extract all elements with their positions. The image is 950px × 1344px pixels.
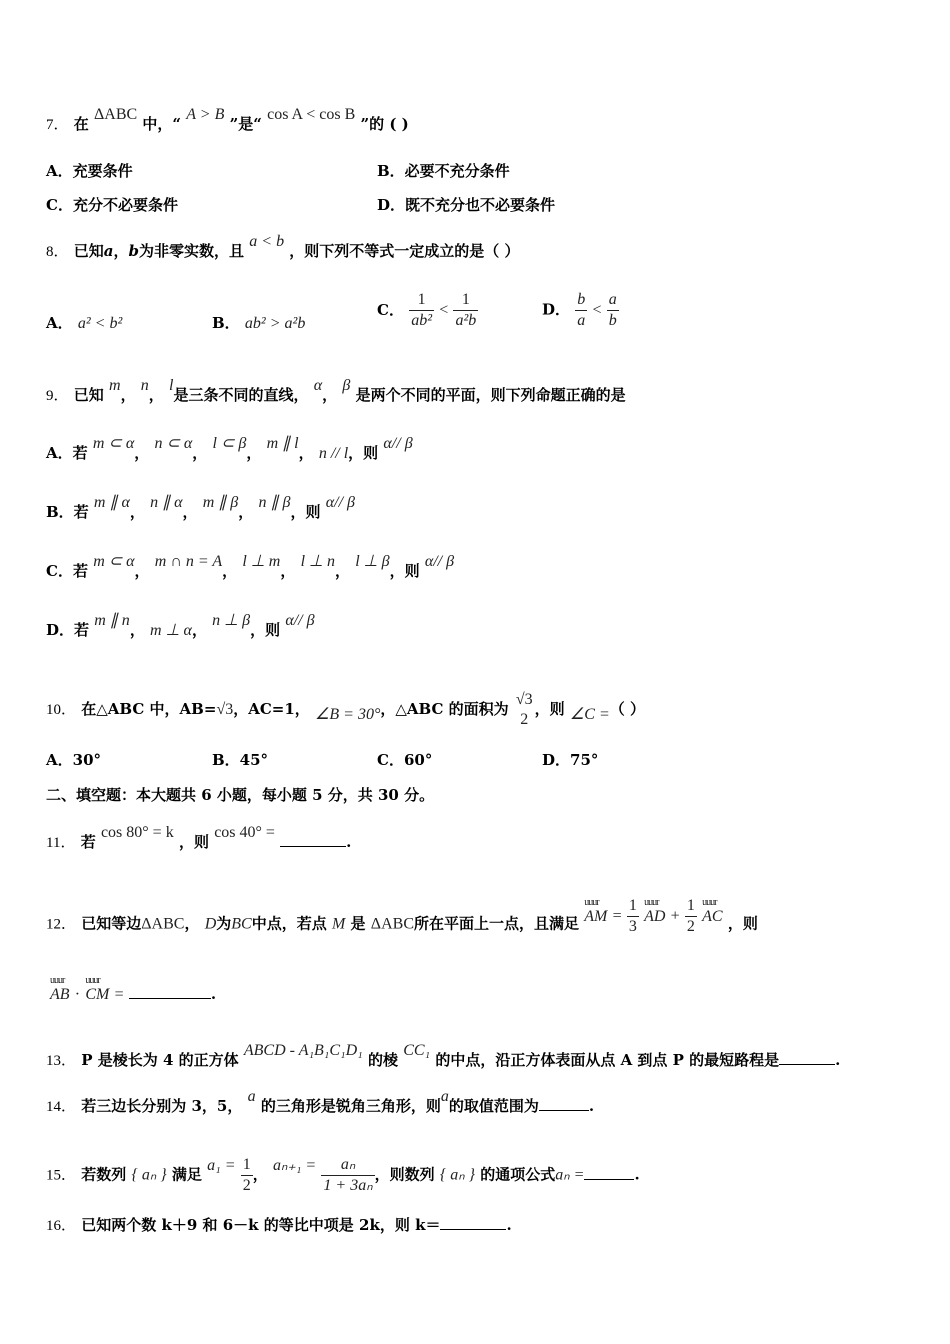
- q15-text: 的通项公式: [480, 1165, 556, 1184]
- option-label: B．: [212, 314, 240, 332]
- question-13: 13． P 是棱长为 4 的正方体 ABCD - A₁B₁C₁D₁ 的棱 CC₁ 的中点，沿正方体表面从点 A 到点 P 的最短路程是 .: [46, 1042, 841, 1069]
- q13-text: .: [835, 1051, 841, 1069]
- option-expr: l ⊥ m: [242, 553, 281, 570]
- var-m: m: [109, 377, 121, 394]
- q10-expr: ∠B = 30°: [315, 706, 381, 723]
- vector-ad: uuur AD: [644, 907, 665, 927]
- q14-text: .: [588, 1097, 595, 1115]
- var-a: a: [247, 1088, 256, 1105]
- answer-blank[interactable]: [129, 984, 211, 999]
- q10-text: ，则: [534, 700, 565, 718]
- question-number: 7: [46, 117, 54, 133]
- question-number: 14: [46, 1099, 61, 1115]
- vector-arrow: uuur: [85, 975, 100, 986]
- q11-expr: cos 80° = k: [100, 824, 174, 841]
- vector-arrow: uuur: [702, 896, 717, 908]
- q10-text: 在△ABC 中，AB=: [81, 700, 217, 718]
- question-9: 9． 已知 m， n， l是三条不同的直线， α， β 是两个不同的平面，则下列命题正确的是: [46, 377, 626, 404]
- question-10: 10． 在△ABC 中，AB=√3，AC=1， ∠B = 30°，△ABC 的面积为 √3 2 ，则 ∠C =（ ）: [46, 691, 645, 728]
- q15-text: 若数列: [81, 1165, 127, 1184]
- q11-text: ，则: [178, 833, 209, 851]
- question-number: 11: [46, 835, 61, 851]
- option-expr: α// β: [285, 612, 315, 629]
- option-expr: n ⊥ β: [212, 612, 251, 629]
- q8-text: 为非零实数，且: [139, 242, 245, 260]
- question-12-cont: uuur AB · uuur CM = .: [50, 984, 216, 1005]
- option-c: C．60°: [377, 751, 433, 769]
- option-label: A．: [46, 314, 73, 332]
- q14-text: 的取值范围为: [448, 1097, 539, 1115]
- fraction: $\frac{1}{\text{ab²}}$: [411, 291, 432, 329]
- q13-text: P 是棱长为 4 的正方体: [81, 1051, 239, 1069]
- q12-text: 为: [216, 914, 232, 933]
- q15-expr: aₙ =: [555, 1166, 585, 1184]
- question-number: 8: [46, 244, 54, 260]
- q13-text: 的中点，沿正方体表面从点 A 到点 P 的最短路程是: [435, 1051, 780, 1069]
- option-expr: l ⊥ β: [355, 553, 390, 570]
- q14-text: 若三边长分别为 3，5，: [81, 1097, 243, 1115]
- section-heading: 二、填空题：本大题共 6 小题，每小题 5 分，共 30 分。: [46, 786, 435, 804]
- option-expr: m ∥ α: [93, 494, 130, 511]
- q16-text: 已知两个数 k＋9 和 6－k 的等比中项是 2k，则 k＝: [81, 1216, 441, 1234]
- q7-condition: A > B: [186, 106, 225, 123]
- option-expr: m ∩ n = A: [154, 553, 223, 570]
- option-a: A．若 m ⊂ α， n ⊂ α， l ⊂ β， m ∥ l， n // l，则 α// β: [46, 435, 413, 462]
- q8-text: 已知: [73, 242, 104, 260]
- question-number: 15: [46, 1167, 61, 1184]
- option-a: A．充要条件: [46, 162, 133, 180]
- q12-text: 是: [350, 914, 366, 933]
- option-expr: m ∥ l: [266, 435, 299, 452]
- option-label: A．若: [46, 444, 88, 462]
- q12-expr: BC: [231, 915, 252, 933]
- option-label: B．若: [46, 503, 89, 521]
- question-14: 14． 若三边长分别为 3，5， a 的三角形是锐角三角形，则a的取值范围为 .: [46, 1088, 595, 1115]
- option-d: D． $\frac{b}{a}$ < $\frac{a}{b}$: [542, 291, 617, 329]
- option-a: A．30°: [46, 751, 102, 769]
- q15-text: ，则数列: [374, 1165, 435, 1184]
- option-label: C．若: [46, 562, 88, 580]
- vector-ab: uuur AB: [50, 985, 70, 1005]
- option-text: ，则: [389, 562, 420, 580]
- q7-triangle: ΔABC: [94, 106, 138, 123]
- vector-equation: uuur AM = $\frac{1}{3}$ uuur AD + $\frac{1}{2}$ uuur AC: [584, 896, 722, 937]
- q12-text: ，则: [727, 914, 758, 933]
- var-a: a: [440, 1088, 449, 1105]
- q13-text: 的棱: [367, 1051, 398, 1069]
- q15-text: .: [634, 1165, 640, 1184]
- q9-text: 已知: [73, 386, 104, 404]
- fraction: $\frac{1}{3}$: [628, 897, 637, 935]
- option-text: ，则: [348, 444, 379, 462]
- q7-text: 中，“: [142, 115, 182, 133]
- q15-expr: { aₙ }: [131, 1166, 167, 1184]
- q9-text: 是三条不同的直线，: [173, 386, 309, 404]
- vector-ac: uuur AC: [702, 907, 722, 927]
- q12-text: 所在平面上一点，且满足: [413, 914, 579, 933]
- var-beta: β: [342, 377, 351, 394]
- option-c: C．充分不必要条件: [46, 196, 178, 214]
- question-11: 11． 若 cos 80° = k ，则 cos 40° = .: [46, 824, 352, 851]
- q7-text: ”的 ( ): [360, 115, 409, 133]
- q12-text: ，: [184, 914, 200, 933]
- vector-am: uuur AM: [584, 907, 607, 927]
- option-label: D．若: [46, 621, 90, 639]
- q10-expr: √3: [216, 701, 234, 718]
- q11-expr: cos 40° =: [214, 824, 275, 841]
- var-l: l: [169, 377, 174, 394]
- option-d: D．若 m ∥ n， m ⊥ α， n ⊥ β，则 α// β: [46, 612, 315, 639]
- option-d: D．既不充分也不必要条件: [377, 196, 556, 214]
- answer-blank[interactable]: [779, 1050, 835, 1065]
- option-expr: α// β: [325, 494, 355, 511]
- q15-text: ，: [252, 1165, 268, 1184]
- option-expr: a² < b²: [77, 315, 123, 332]
- answer-blank[interactable]: [280, 832, 346, 847]
- fraction: $\frac{\text{aₙ}}{\text{1 + 3aₙ}}$: [323, 1156, 373, 1194]
- option-expr: l ⊂ β: [212, 435, 247, 452]
- fraction: $\frac{a}{b}$: [608, 291, 617, 329]
- var-a: a: [103, 242, 114, 260]
- q7-condition: cos A < cos B: [267, 106, 356, 123]
- q10-text: ，AC=1，: [233, 700, 310, 718]
- q12-expr: M: [331, 915, 346, 933]
- fraction: $\frac{b}{a}$: [577, 291, 586, 329]
- option-expr: α// β: [424, 553, 455, 570]
- var-b: b: [128, 242, 140, 260]
- option-expr: n ∥ α: [150, 494, 183, 511]
- answer-blank[interactable]: [584, 1165, 634, 1180]
- option-expr: m ⊂ α: [92, 435, 135, 452]
- q15-expr: a₁ =: [207, 1156, 236, 1174]
- q11-text: 若: [80, 833, 96, 851]
- option-expr: l ⊥ n: [300, 553, 335, 570]
- option-c: C．若 m ⊂ α， m ∩ n = A， l ⊥ m， l ⊥ n， l ⊥ β，则 α// β: [46, 553, 455, 580]
- answer-blank[interactable]: [440, 1215, 506, 1230]
- option-expr: n ∥ β: [258, 494, 291, 511]
- option-expr: ab² > a²b: [244, 315, 306, 332]
- q11-text: .: [346, 833, 352, 851]
- q15-expr: { aₙ }: [439, 1166, 476, 1184]
- vector-arrow: uuur: [50, 975, 65, 986]
- q12-expr: D: [204, 915, 217, 933]
- option-expr: α// β: [383, 435, 413, 452]
- question-number: 9: [46, 388, 54, 404]
- option-b: B．必要不充分条件: [377, 162, 510, 180]
- fraction: $\frac{1}{\text{a²b}}$: [455, 291, 477, 329]
- vector-arrow: uuur: [584, 896, 599, 908]
- question-8: 8． 已知a，b为非零实数，且 a < b ，则下列不等式一定成立的是（ ）: [46, 233, 520, 260]
- q13-expr: CC₁: [403, 1042, 431, 1059]
- q8-text: ，: [113, 242, 129, 260]
- q8-text: ，则下列不等式一定成立的是（ ）: [289, 242, 520, 260]
- option-text: ，则: [290, 503, 321, 521]
- fraction: √3 2: [515, 691, 533, 728]
- question-12: 12． 已知等边ΔABC， D为BC中点，若点 M 是 ΔABC所在平面上一点，且满足 uuur AM = $\frac{1}{3}$ uuur AD + $\frac{1}{2}$ uuur AC ，则: [46, 904, 758, 945]
- option-expr: n // l: [318, 445, 349, 462]
- answer-blank[interactable]: [539, 1096, 589, 1111]
- q7-text: 在: [73, 115, 89, 133]
- option-c: C． $\frac{1}{\text{ab²}}$ < $\frac{1}{\text{a²b}}$: [377, 291, 477, 329]
- option-label: C．: [377, 300, 404, 319]
- q14-text: 的三角形是锐角三角形，则: [260, 1097, 441, 1115]
- option-expr: m ∥ β: [202, 494, 239, 511]
- option-expr: n ⊂ α: [154, 435, 193, 452]
- option-expr: m ⊥ α: [150, 622, 192, 639]
- question-16: 16． 已知两个数 k＋9 和 6－k 的等比中项是 2k，则 k＝ .: [46, 1216, 512, 1234]
- q12-text: .: [210, 985, 217, 1003]
- q13-expr: ABCD - A₁B₁C₁D₁: [243, 1042, 363, 1059]
- q12-expr: ΔABC: [370, 915, 414, 933]
- option-b: B．若 m ∥ α， n ∥ α， m ∥ β， n ∥ β，则 α// β: [46, 494, 355, 521]
- q12-text: 已知等边: [81, 914, 142, 933]
- q12-text: 中点，若点: [251, 914, 327, 933]
- fraction: $\frac{1}{2}$: [242, 1156, 251, 1194]
- q12-expr: ΔABC: [141, 915, 185, 933]
- question-7: 7． 在 ΔABC 中，“ A > B ”是“ cos A < cos B ”的 ( ): [46, 106, 409, 133]
- q10-expr: ∠C =: [569, 706, 610, 723]
- q8-condition: a < b: [249, 233, 285, 250]
- var-n: n: [140, 377, 149, 394]
- option-expr: m ∥ n: [94, 612, 130, 629]
- option-d: D．75°: [542, 751, 599, 769]
- q9-text: 是两个不同的平面，则下列命题正确的是: [355, 386, 626, 404]
- option-b: [212, 313, 305, 334]
- fraction: $\frac{1}{2}$: [686, 897, 695, 935]
- option-label: D．: [542, 300, 571, 319]
- option-text: ，则: [250, 621, 281, 639]
- vector-arrow: uuur: [644, 896, 659, 908]
- vector-cm: uuur CM: [85, 985, 109, 1005]
- var-alpha: α: [313, 377, 323, 394]
- question-number: 16: [46, 1218, 61, 1234]
- q10-text: ，△ABC 的面积为: [380, 700, 509, 718]
- q10-text: （ ）: [609, 700, 645, 718]
- question-number: 10: [46, 702, 61, 718]
- q7-text: ”是“: [229, 115, 262, 133]
- question-15: 15． 若数列 { aₙ } 满足 a₁ = $\frac{1}{2}$ ， aₙ₊₁ = $\frac{\text{aₙ}}{\text{1 + 3aₙ}}$ ，则数列 { aₙ } 的通项公式aₙ = .: [46, 1156, 640, 1194]
- q16-text: .: [506, 1216, 512, 1234]
- q15-expr: aₙ₊₁ =: [273, 1156, 317, 1174]
- question-number: 13: [46, 1053, 61, 1069]
- option-b: B．45°: [212, 751, 269, 769]
- q15-text: 满足: [171, 1165, 202, 1184]
- option-a: [46, 313, 122, 334]
- question-number: 12: [46, 916, 61, 933]
- option-expr: m ⊂ α: [93, 553, 135, 570]
